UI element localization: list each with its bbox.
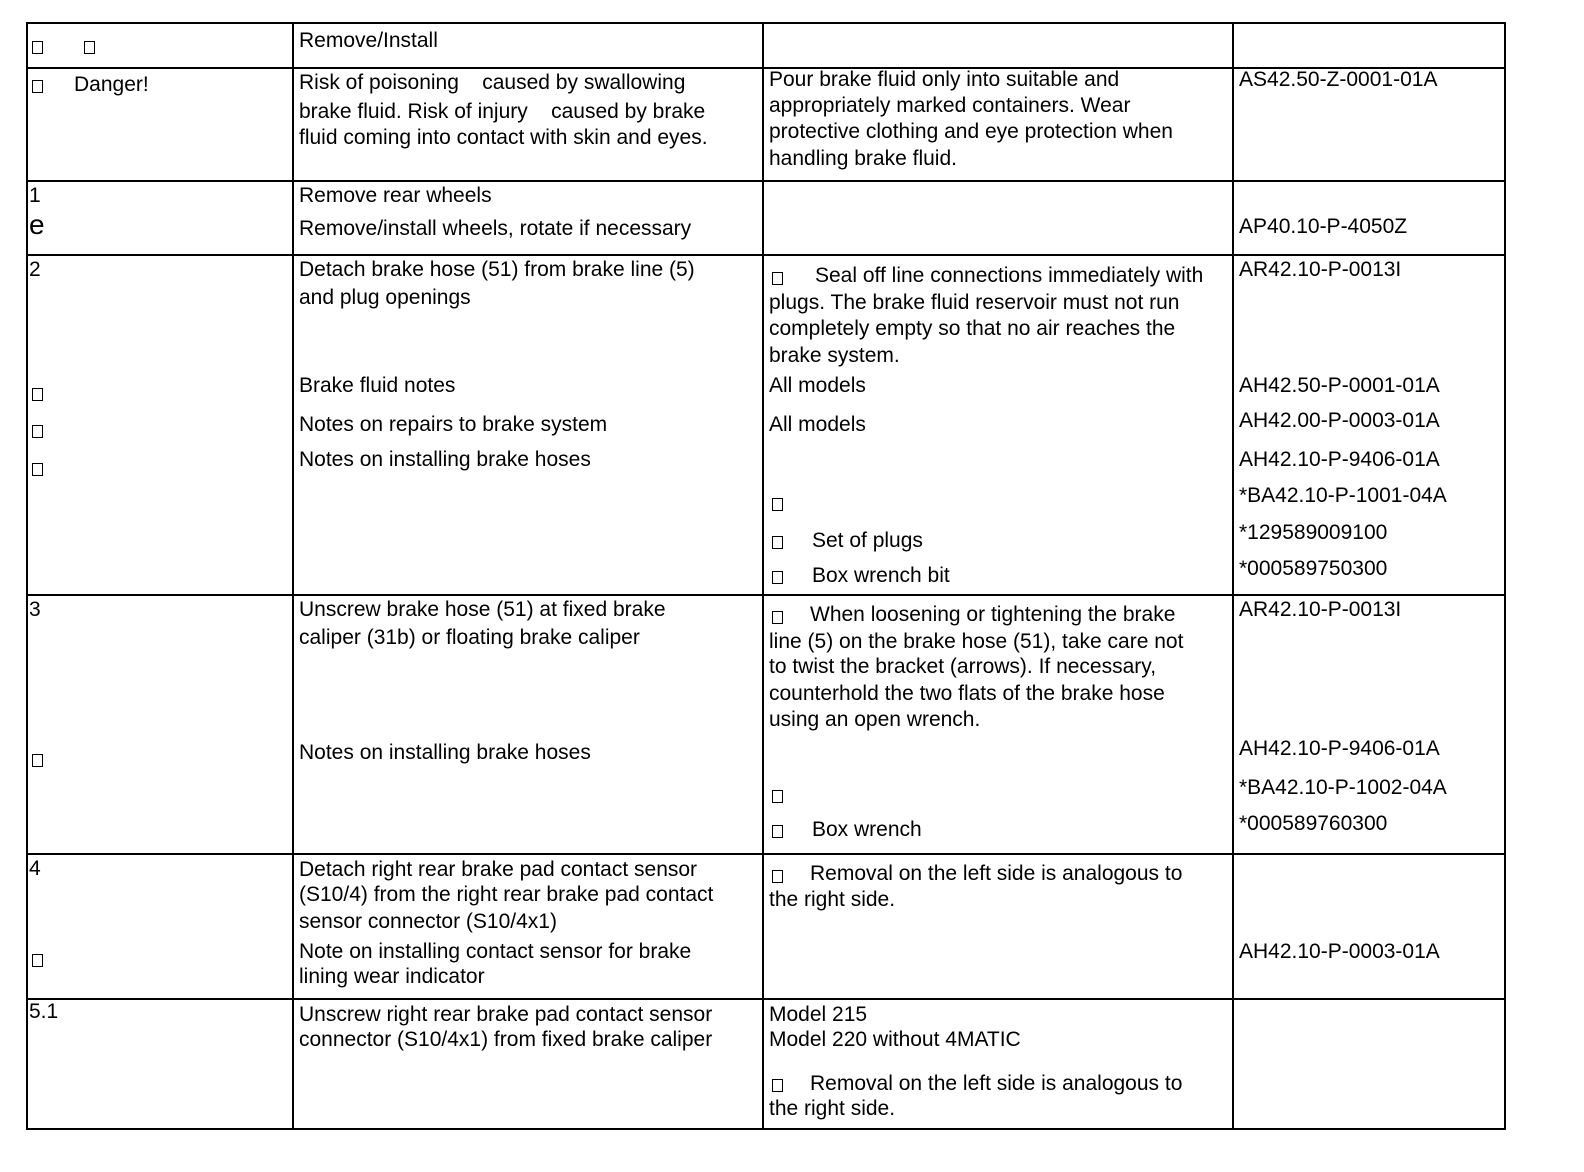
checkbox-icon bbox=[84, 41, 95, 54]
note-icon bbox=[772, 272, 783, 285]
sub-ref: AH42.50-P-0001-01A bbox=[1239, 374, 1440, 397]
step-note-line: to twist the bracket (arrows). If necessary, bbox=[769, 655, 1157, 678]
step-note-line: line (5) on the brake hose (51), take care not bbox=[769, 630, 1184, 653]
tool-ref: *000589750300 bbox=[1239, 557, 1388, 580]
sub-action: Brake fluid notes bbox=[299, 374, 456, 397]
step-action: Remove rear wheels bbox=[299, 184, 492, 207]
sub-ref: AH42.10-P-0003-01A bbox=[1239, 940, 1440, 963]
step-note-line: the right side. bbox=[769, 1097, 896, 1120]
tool-label: Box wrench bit bbox=[812, 564, 950, 587]
step-action-line: Detach brake hose (51) from brake line (5) bbox=[299, 258, 695, 281]
step-action-line: and plug openings bbox=[299, 286, 471, 309]
step-ref: AR42.10-P-0013I bbox=[1239, 258, 1402, 281]
warning-icon bbox=[32, 80, 43, 93]
model-line: Model 215 bbox=[769, 1003, 868, 1026]
sub-action-line: Note on installing contact sensor for brake bbox=[299, 940, 692, 963]
sub-ref: AH42.10-P-9406-01A bbox=[1239, 737, 1440, 760]
step-letter: e bbox=[29, 209, 45, 240]
step-ref: AR42.10-P-0013I bbox=[1239, 598, 1402, 621]
sub-action-line: lining wear indicator bbox=[299, 965, 485, 988]
sub-action: Notes on installing brake hoses bbox=[299, 448, 591, 471]
step-action-line: Unscrew right rear brake pad contact sensor bbox=[299, 1003, 713, 1026]
step-action-line: Unscrew brake hose (51) at fixed brake bbox=[299, 598, 666, 621]
model-line: Model 220 without 4MATIC bbox=[769, 1028, 1021, 1051]
measure-line: appropriately marked containers. Wear bbox=[769, 94, 1131, 117]
header-row bbox=[27, 23, 1505, 68]
step-number: 3 bbox=[29, 598, 41, 621]
step-note-line: Removal on the left side is analogous to bbox=[810, 1072, 1183, 1095]
step-row bbox=[27, 595, 1505, 854]
step-note-line: Removal on the left side is analogous to bbox=[810, 862, 1183, 885]
step-note-line: plugs. The brake fluid reservoir must not run bbox=[769, 291, 1180, 314]
sub-action: Notes on repairs to brake system bbox=[299, 413, 608, 436]
tool-ref: *BA42.10-P-1002-04A bbox=[1239, 776, 1447, 799]
danger-label: Danger! bbox=[74, 73, 149, 96]
step-note-line: Seal off line connections immediately with bbox=[815, 264, 1204, 287]
step-note-line: using an open wrench. bbox=[769, 708, 981, 731]
step-note-line: brake system. bbox=[769, 344, 900, 367]
step-note-line: When loosening or tightening the brake bbox=[810, 603, 1176, 626]
header-icons-cell bbox=[27, 23, 293, 68]
info-icon bbox=[32, 954, 43, 967]
step-action-line: sensor connector (S10/4x1) bbox=[299, 910, 557, 933]
checkbox-icon bbox=[32, 41, 43, 54]
step-note-line: the right side. bbox=[769, 888, 896, 911]
risk-line: Risk of poisoning caused by swallowing bbox=[299, 71, 686, 94]
sub-note: All models bbox=[769, 413, 866, 436]
note-icon bbox=[772, 1079, 783, 1092]
step-action-line: (S10/4) from the right rear brake pad contact bbox=[299, 883, 714, 906]
info-icon bbox=[32, 425, 43, 438]
tool-ref: *129589009100 bbox=[1239, 521, 1388, 544]
tool-icon bbox=[772, 498, 783, 511]
step-note-line: counterhold the two flats of the brake hose bbox=[769, 682, 1165, 705]
step-action-line: Detach right rear brake pad contact sensor bbox=[299, 858, 698, 881]
tool-label: Box wrench bbox=[812, 818, 922, 841]
tool-icon bbox=[772, 790, 783, 803]
risk-line: fluid coming into contact with skin and eyes. bbox=[299, 126, 708, 149]
info-icon bbox=[32, 388, 43, 401]
step-action-line: connector (S10/4x1) from fixed brake caliper bbox=[299, 1028, 713, 1051]
info-icon bbox=[32, 754, 43, 767]
info-icon bbox=[32, 463, 43, 476]
tool-icon bbox=[772, 825, 783, 838]
sub-ref: AH42.00-P-0003-01A bbox=[1239, 409, 1440, 432]
step-number: 5.1 bbox=[29, 1000, 59, 1023]
step-number: 2 bbox=[29, 258, 41, 281]
step-row bbox=[27, 854, 1505, 999]
sub-ref: AH42.10-P-9406-01A bbox=[1239, 448, 1440, 471]
danger-ref: AS42.50-Z-0001-01A bbox=[1239, 68, 1438, 91]
procedure-table bbox=[26, 22, 1506, 1130]
step-ref: AP40.10-P-4050Z bbox=[1239, 215, 1408, 238]
tool-ref: *BA42.10-P-1001-04A bbox=[1239, 484, 1447, 507]
step-row bbox=[27, 999, 1505, 1129]
header-action: Remove/Install bbox=[299, 29, 438, 52]
tool-icon bbox=[772, 571, 783, 584]
header-action-cell bbox=[293, 23, 763, 68]
step-number: 1 bbox=[29, 184, 41, 207]
tool-label: Set of plugs bbox=[812, 529, 923, 552]
sub-note: All models bbox=[769, 374, 866, 397]
step-row bbox=[27, 255, 1505, 595]
risk-line: brake fluid. Risk of injury caused by brake bbox=[299, 100, 706, 123]
tool-icon bbox=[772, 536, 783, 549]
measure-line: handling brake fluid. bbox=[769, 147, 957, 170]
step-note-line: completely empty so that no air reaches the bbox=[769, 317, 1176, 340]
step-sub-action: Remove/install wheels, rotate if necessary bbox=[299, 217, 692, 240]
measure-line: protective clothing and eye protection when bbox=[769, 120, 1173, 143]
step-number: 4 bbox=[29, 857, 41, 880]
measure-line: Pour brake fluid only into suitable and bbox=[769, 68, 1120, 91]
step-action-line: caliper (31b) or floating brake caliper bbox=[299, 626, 640, 649]
tool-ref: *000589760300 bbox=[1239, 812, 1388, 835]
note-icon bbox=[772, 870, 783, 883]
sub-action: Notes on installing brake hoses bbox=[299, 741, 591, 764]
note-icon bbox=[772, 611, 783, 624]
danger-row bbox=[27, 68, 1505, 181]
step-row bbox=[27, 181, 1505, 255]
